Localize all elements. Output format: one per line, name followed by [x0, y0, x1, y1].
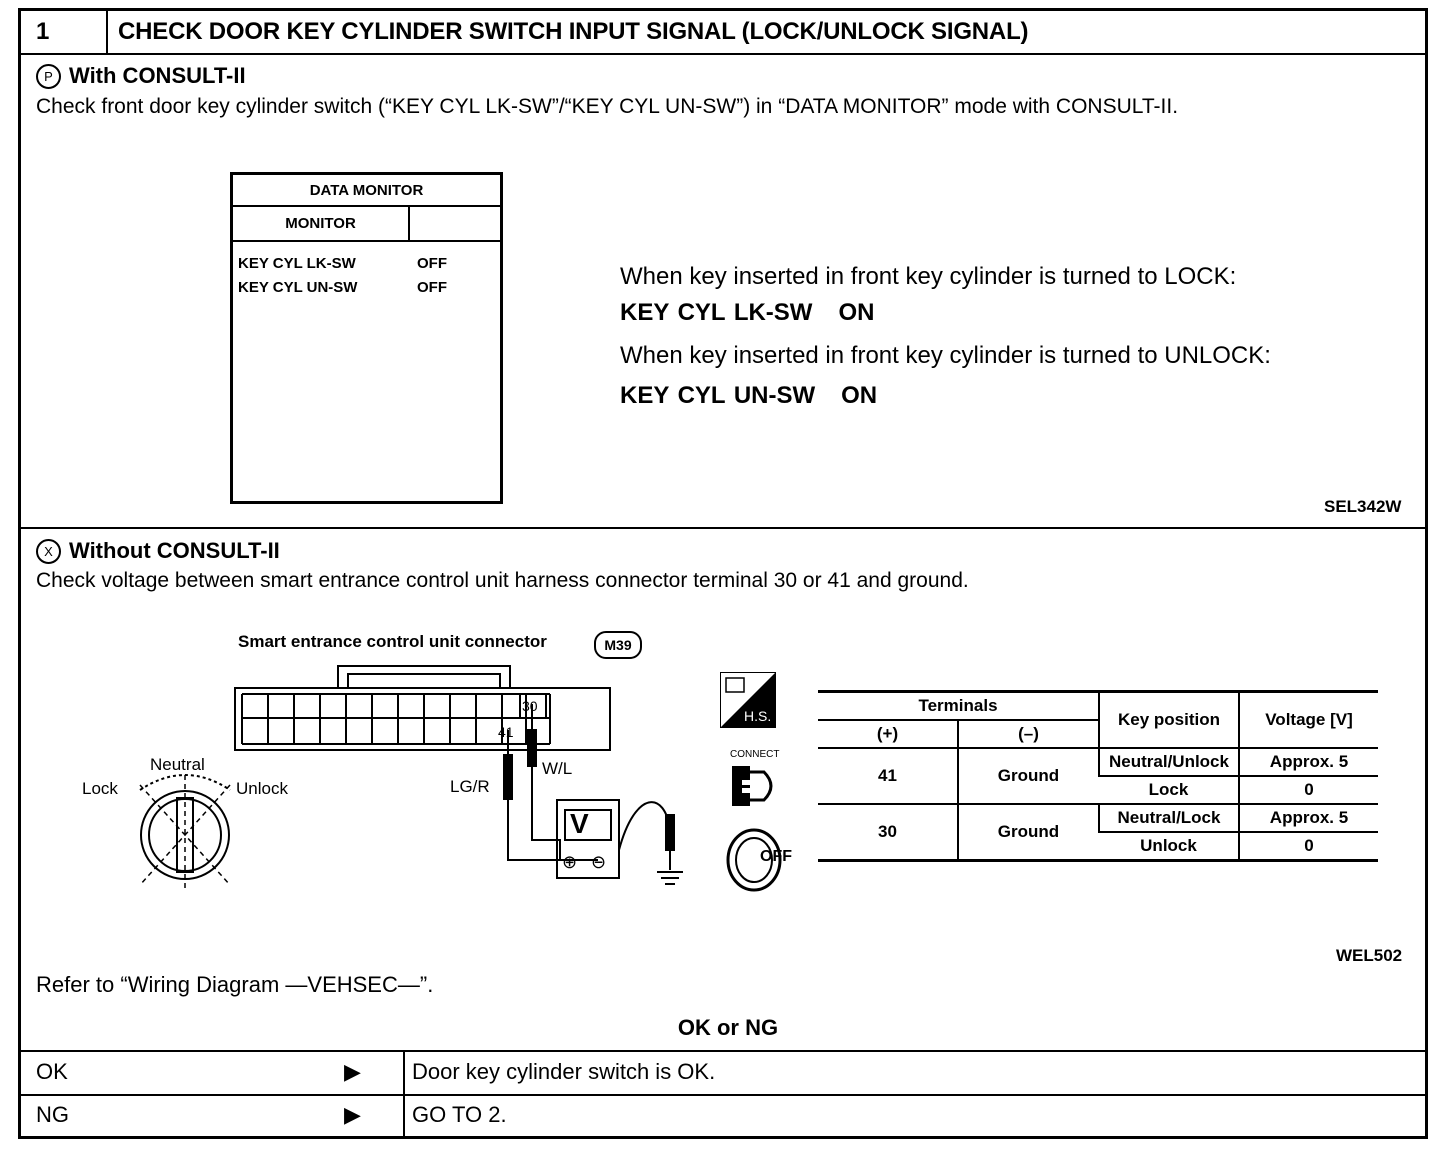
pin-30-label: 30: [522, 698, 538, 714]
monitor-value-un-sw: OFF: [417, 279, 447, 296]
connector-wiring-diagram: [60, 660, 820, 900]
row2-key-2: Unlock: [1099, 832, 1239, 861]
without-consult-instructions: Check voltage between smart entrance control unit harness connector terminal 30 or 41 and ground.: [36, 569, 969, 592]
condition-lock-text: When key inserted in front key cylinder is turned to LOCK:: [620, 263, 1237, 290]
row2-voltage-2: 0: [1239, 832, 1378, 861]
result-ok-arrow-icon: ▶: [344, 1059, 361, 1084]
row2-key-1: Neutral/Lock: [1099, 804, 1239, 832]
key-position-unlock: Unlock: [236, 779, 288, 798]
result-ok-text: Door key cylinder switch is OK.: [412, 1059, 716, 1084]
monitor-value-lk-sw: OFF: [417, 255, 447, 272]
voltmeter-label: V: [570, 808, 589, 839]
row1-plus: 41: [818, 748, 958, 804]
result-ng-text: GO TO 2.: [412, 1102, 507, 1127]
header-divider: [106, 8, 108, 55]
result-rule-top: [18, 1050, 1428, 1052]
wire-label-lg-r: LG/R: [450, 777, 490, 796]
connect-icon: [728, 760, 784, 812]
key-cylinder: [140, 775, 230, 890]
voltmeter-plus: ⊕: [562, 852, 578, 872]
condition-lock-result: KEY CYL LK-SW ON: [620, 299, 875, 326]
without-consult-heading: [36, 538, 280, 564]
without-consult-heading-text: Without CONSULT-II: [69, 538, 280, 563]
voltmeter-minus: ⊖: [591, 852, 607, 872]
ignition-off-label: OFF: [760, 848, 792, 865]
row2-plus: 30: [818, 804, 958, 861]
with-consult-heading: [36, 63, 246, 89]
ok-ng-heading: OK or NG: [677, 1015, 779, 1040]
result-ng-label: NG: [36, 1102, 69, 1127]
ignition-off-icon: [724, 826, 790, 892]
data-monitor-title: DATA MONITOR: [309, 182, 424, 199]
with-consult-instructions: Check front door key cylinder switch (“KEY CYL LK-SW”/“KEY CYL UN-SW”) in “DATA MONITOR” mode with CONSULT-II.: [36, 95, 1179, 118]
row1-minus: Ground: [958, 748, 1099, 804]
hs-icon-label: H.S.: [744, 708, 772, 724]
result-divider: [403, 1050, 405, 1139]
terminals-header: Terminals: [818, 692, 1099, 721]
step-title: CHECK DOOR KEY CYLINDER SWITCH INPUT SIGNAL (LOCK/UNLOCK SIGNAL): [118, 18, 1029, 45]
plus-header: (+): [818, 720, 958, 748]
row1-key-1: Neutral/Unlock: [1099, 748, 1239, 776]
pin-41-label: 41: [498, 724, 514, 740]
minus-header: (–): [958, 720, 1099, 748]
connector-body: [235, 666, 610, 750]
row1-voltage-2: 0: [1239, 776, 1378, 804]
result-ok-label: OK: [36, 1059, 68, 1084]
monitor-item-un-sw: KEY CYL UN-SW: [238, 279, 358, 296]
voltage-table: [818, 690, 1378, 862]
figure-code-sel342w: SEL342W: [1324, 497, 1402, 516]
step-number: 1: [36, 18, 50, 45]
key-position-neutral: Neutral: [150, 755, 205, 774]
row2-minus: Ground: [958, 804, 1099, 861]
connector-id-badge: M39: [594, 631, 642, 659]
monitor-column-header: MONITOR: [285, 215, 356, 232]
table-row: [818, 748, 1378, 776]
with-consult-heading-text: With CONSULT-II: [69, 63, 246, 88]
condition-unlock-text: When key inserted in front key cylinder is turned to UNLOCK:: [620, 342, 1271, 369]
row1-key-2: Lock: [1099, 776, 1239, 804]
no-tools-icon: X: [36, 539, 61, 564]
row2-voltage-1: Approx. 5: [1239, 804, 1378, 832]
hs-icon: [720, 672, 776, 728]
voltage-header: Voltage [V]: [1239, 692, 1378, 749]
figure-code-wel502: WEL502: [1336, 946, 1403, 965]
monitor-item-lk-sw: KEY CYL LK-SW: [238, 255, 356, 272]
connector-label: Smart entrance control unit connector: [238, 632, 547, 651]
connect-icon-label: CONNECT: [730, 749, 780, 760]
key-position-lock: Lock: [82, 779, 118, 798]
consult-icon: P: [36, 64, 61, 89]
result-ng-arrow-icon: ▶: [344, 1102, 361, 1127]
section-divider: [18, 527, 1428, 529]
table-row: [818, 804, 1378, 832]
result-rule-mid: [18, 1094, 1428, 1096]
key-position-header: Key position: [1099, 692, 1239, 749]
row1-voltage-1: Approx. 5: [1239, 748, 1378, 776]
data-monitor-screen: [230, 172, 503, 504]
wire-label-w-l: W/L: [542, 759, 573, 778]
header-rule: [18, 53, 1428, 55]
condition-unlock-result: KEY CYL UN-SW ON: [620, 382, 878, 409]
wiring-diagram-reference: Refer to “Wiring Diagram —VEHSEC—”.: [36, 972, 434, 997]
